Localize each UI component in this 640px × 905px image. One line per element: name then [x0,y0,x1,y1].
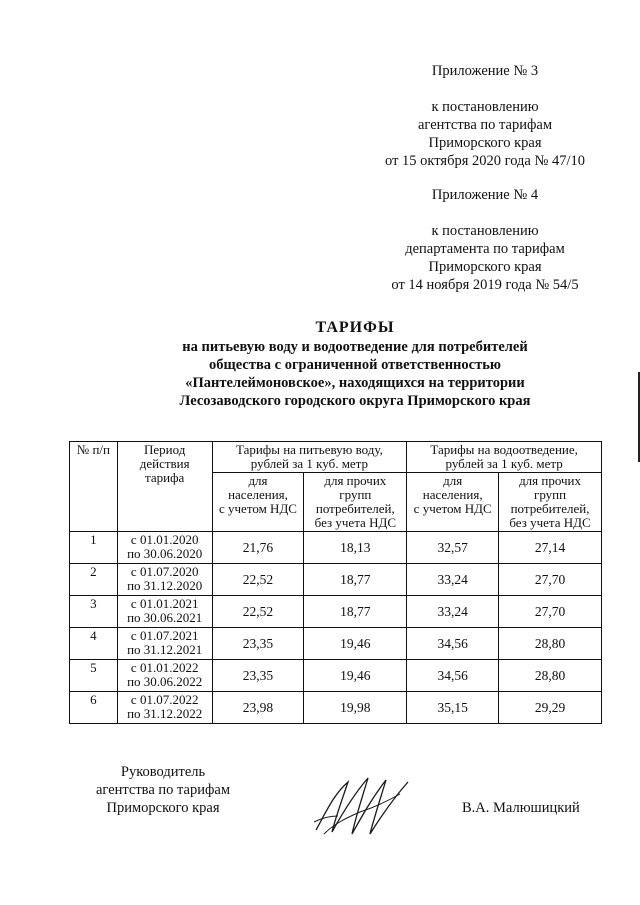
water-other-value: 19,98 [304,692,407,724]
row-period [117,628,212,660]
period-from: с 01.07.2022 [130,692,199,707]
sewage-population-value: 34,56 [407,628,499,660]
signer-name: В.А. Малюшицкий [462,800,580,816]
period-from: с 01.07.2021 [130,628,199,643]
header-period-line: действия [139,456,190,471]
heading-line: на питьевую воду и водоотведение для потребителей [182,339,528,355]
period-from: с 01.01.2022 [130,660,199,675]
water-population-value: 22,52 [212,596,304,628]
subheader-line: групп [534,487,567,502]
period-to: по 31.12.2021 [127,642,203,657]
heading-line: общества с ограниченной ответственностью [209,357,501,373]
subheader-line: для [443,473,463,488]
table-row [70,660,602,692]
header-water-group [212,442,407,473]
subheader-line: групп [339,487,372,502]
period-to: по 31.12.2020 [127,578,203,593]
header-period-line: Период [144,442,186,457]
appendix-4-line: департамента по тарифам [405,241,565,257]
subheader-line: с учетом НДС [413,501,492,516]
period-from: с 01.01.2021 [130,596,199,611]
appendix-3-line: агентства по тарифам [418,117,552,133]
signer-position [88,763,238,817]
subheader-line: без учета НДС [509,515,591,530]
appendix-3-block [370,62,600,170]
table-row [70,564,602,596]
period-to: по 31.12.2022 [127,706,203,721]
sewage-other-value: 28,80 [499,660,602,692]
sewage-population-value: 33,24 [407,596,499,628]
row-period [117,692,212,724]
row-number: 6 [70,692,118,724]
subheader-line: для [248,473,268,488]
water-population-value: 23,35 [212,628,304,660]
appendix-3-line: от 15 октября 2020 года № 47/10 [385,153,585,169]
row-period [117,596,212,628]
appendix-4-title: Приложение № 4 [431,187,539,203]
header-period [117,442,212,532]
subheader-water-other [304,473,407,532]
subheader-line: населения, [422,487,483,502]
row-number: 4 [70,628,118,660]
sewage-other-value: 28,80 [499,628,602,660]
table-header-row [70,442,602,473]
appendix-4-block [370,186,600,294]
appendix-4-line: к постановлению [431,223,539,239]
table-row [70,532,602,564]
row-number: 3 [70,596,118,628]
period-from: с 01.01.2020 [130,532,199,547]
water-other-value: 18,77 [304,564,407,596]
sewage-other-value: 27,14 [499,532,602,564]
water-population-value: 23,35 [212,660,304,692]
sewage-other-value: 29,29 [499,692,602,724]
tariffs-table [69,441,602,724]
row-number: 1 [70,532,118,564]
heading-line: «Пантелеймоновское», находящихся на территории [185,375,525,391]
water-other-value: 18,77 [304,596,407,628]
subheader-line: потребителей, [510,501,590,516]
period-to: по 30.06.2022 [127,674,203,689]
heading-line: Лесозаводского городского округа Приморского края [179,393,531,409]
signer-line: Приморского края [106,800,220,816]
sewage-other-value: 27,70 [499,564,602,596]
header-water-line: Тарифы на питьевую воду, [235,442,383,457]
water-other-value: 19,46 [304,628,407,660]
subheader-line: с учетом НДС [218,501,297,516]
row-period [117,660,212,692]
signer-line: Руководитель [120,764,206,780]
water-population-value: 22,52 [212,564,304,596]
row-period [117,532,212,564]
table-row [70,596,602,628]
handwritten-signature [312,772,422,842]
signer-line: агентства по тарифам [96,782,230,798]
header-sewage-group [407,442,602,473]
period-to: по 30.06.2021 [127,610,203,625]
subheader-line: населения, [228,487,288,502]
row-number: 5 [70,660,118,692]
row-period [117,564,212,596]
appendix-4-line: от 14 ноября 2019 года № 54/5 [391,277,579,293]
appendix-3-line: к постановлению [431,99,539,115]
water-other-value: 18,13 [304,532,407,564]
period-from: с 01.07.2020 [130,564,199,579]
water-other-value: 19,46 [304,660,407,692]
row-number: 2 [70,564,118,596]
header-period-line: тарифа [145,470,185,485]
table-row [70,628,602,660]
subheader-line: для прочих [324,473,387,488]
period-to: по 30.06.2020 [127,546,203,561]
subheader-line: без учета НДС [314,515,396,530]
header-sewage-line: Тарифы на водоотведение, [430,442,578,457]
sewage-population-value: 33,24 [407,564,499,596]
subheader-line: потребителей, [315,501,395,516]
header-sewage-line: рублей за 1 куб. метр [445,456,563,471]
document-heading [90,318,620,410]
header-water-line: рублей за 1 куб. метр [250,456,369,471]
sewage-population-value: 34,56 [407,660,499,692]
water-population-value: 23,98 [212,692,304,724]
subheader-sewage-other [499,473,602,532]
appendix-4-line: Приморского края [428,259,542,275]
heading-title: ТАРИФЫ [315,319,395,336]
sewage-population-value: 32,57 [407,532,499,564]
subheader-line: для прочих [519,473,582,488]
appendix-3-line: Приморского края [428,135,542,151]
subheader-water-population [212,473,304,532]
table-row [70,692,602,724]
sewage-other-value: 27,70 [499,596,602,628]
subheader-sewage-population [407,473,499,532]
sewage-population-value: 35,15 [407,692,499,724]
water-population-value: 21,76 [212,532,304,564]
header-number: № п/п [70,442,118,532]
appendix-3-title: Приложение № 3 [431,63,539,79]
